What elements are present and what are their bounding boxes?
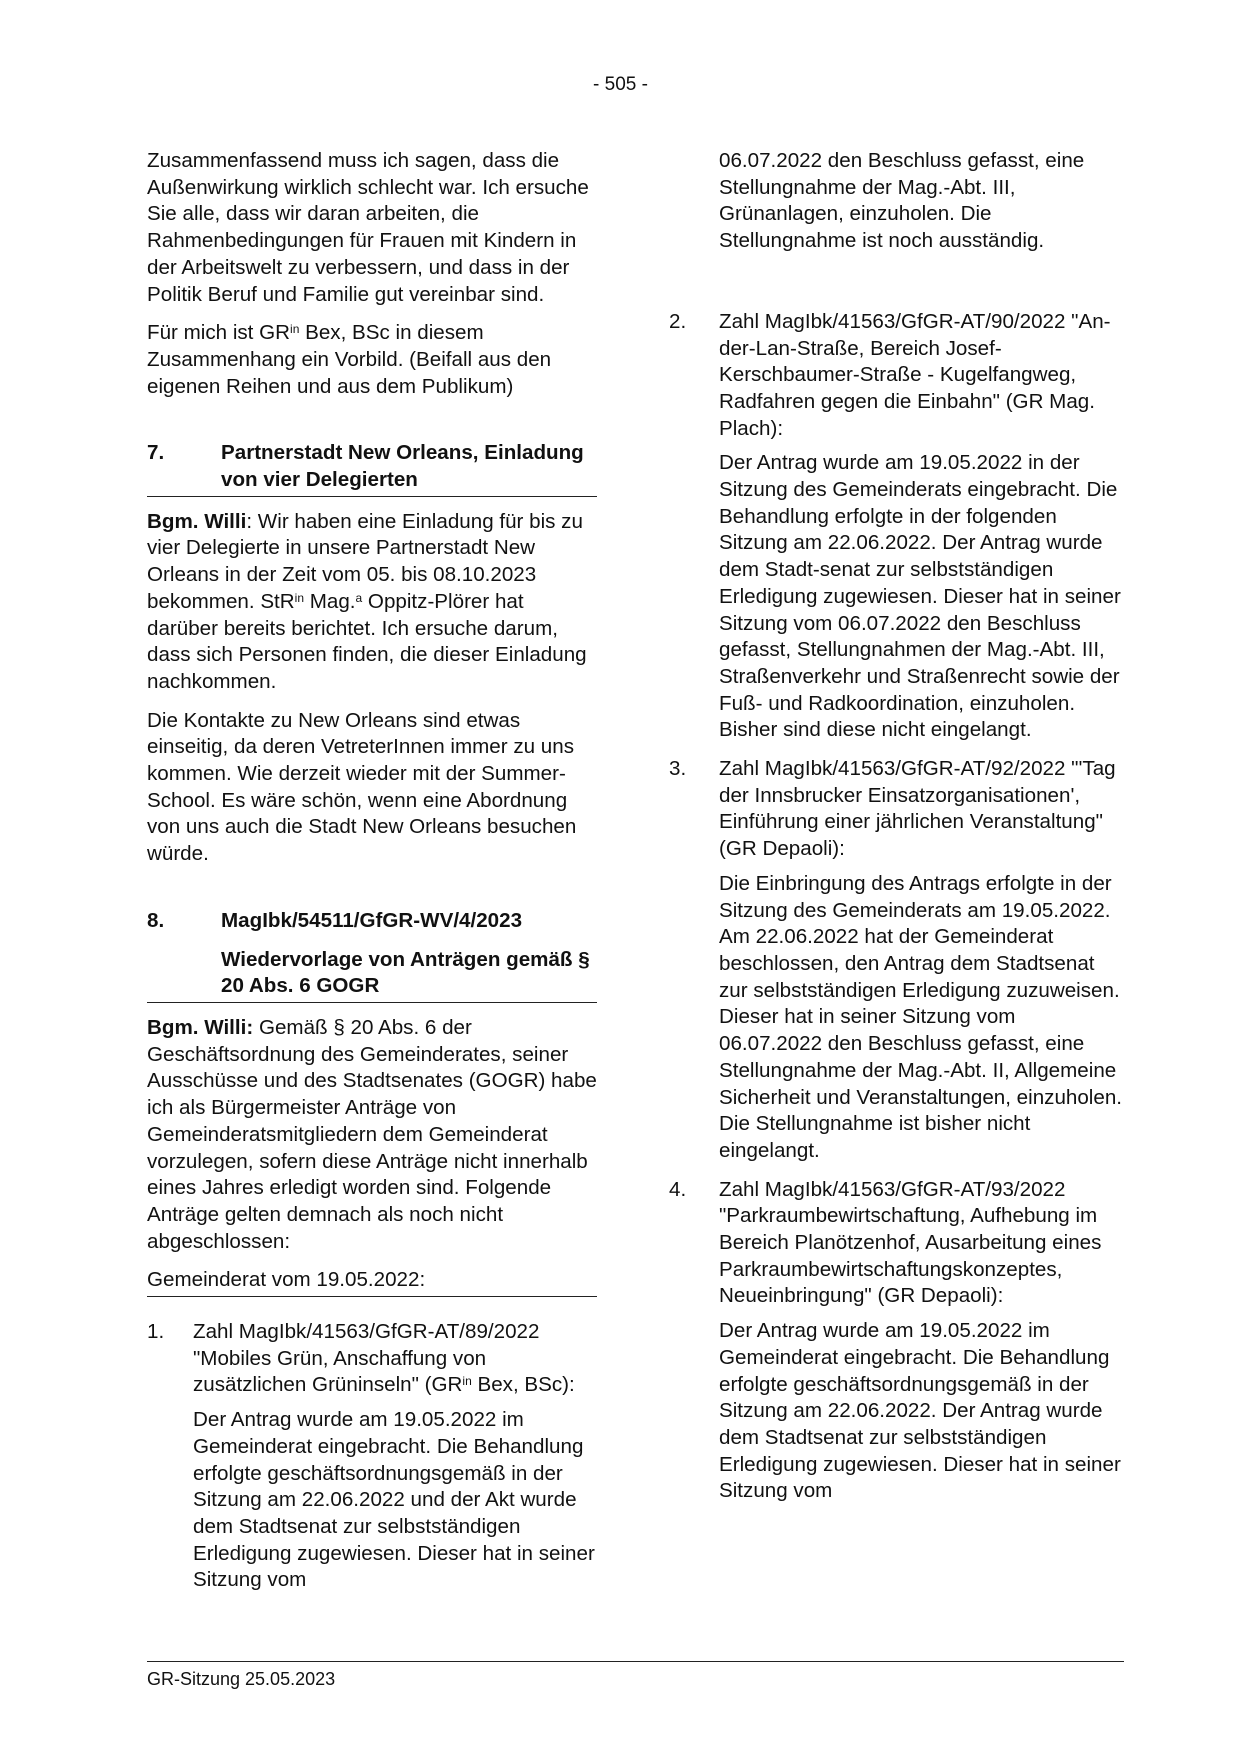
paragraph: Die Kontakte zu New Orleans sind etwas einseitig, da deren VetreterInnen immer zu uns kommen. Wie derzeit wieder mit der Summer-School. Es wäre schön, wenn eine Abordnung von uns auch die Stadt New Orleans besuchen würde. — [147, 708, 577, 866]
footer-divider — [147, 1661, 1124, 1662]
list-item: 3. Zahl MagIbk/41563/GfGR-AT/92/2022 "'Tag der Innsbrucker Einsatzorganisationen', Einführung einer jährlichen Veranstaltung" (GR Depaoli): — [669, 757, 1116, 861]
gemeinderat-date: Gemeinderat vom 19.05.2022: — [147, 1267, 597, 1297]
list-item-detail: 06.07.2022 den Beschluss gefasst, eine Stellungnahme der Mag.-Abt. III, Grünanlagen, einzuholen. Die Stellungnahme ist noch ausständig. — [719, 149, 1085, 253]
section-number: 8. — [147, 908, 165, 932]
page-number: - 505 - — [593, 74, 648, 95]
list-item: 4. Zahl MagIbk/41563/GfGR-AT/93/2022 "Parkraumbewirtschaftung, Aufhebung im Bereich Planötzenhof, Ausarbeitung eines Parkraumbewirtschaftungskonzeptes, Neueinbringung" (GR Depaoli): — [669, 1177, 1102, 1308]
section-title: Partnerstadt New Orleans, Einladung von vier Delegierten — [221, 441, 584, 492]
paragraph: Bgm. Willi: Wir haben eine Einladung für bis zu vier Delegierte in unsere Partnerstadt New Orleans in der Zeit vom 05. bis 08.10.2023 bekommen. StR$^{in}$ Mag.$^a$ Oppitz-Plörer hat darüber bereits berichtet. Ich ersuche darum, dass sich Personen finden, die dieser Einladung nachkommen. — [147, 509, 587, 693]
section-subtitle: Wiedervorlage von Anträgen gemäß § 20 Abs. 6 GOGR — [147, 947, 597, 1003]
list-item-detail: Der Antrag wurde am 19.05.2022 in der Sitzung des Gemeinderats eingebracht. Die Behandlung erfolgte in der folgenden Sitzung am 22.06.2022. Der Antrag wurde dem Stadt-senat zur selbstständigen Erledigung zugewiesen. Dieser hat in seiner Sitzung vom 06.07.2022 den Beschluss gefasst, Stellungnahmen der Mag.-Abt. III, Straßenverkehr und Straßenrecht sowie der Fuß- und Radkoordination, einzuholen. Bisher sind diese nicht eingelangt. — [719, 451, 1121, 742]
paragraph: Für mich ist $GR^{in}$ Bex, BSc in diesem Zusammenhang ein Vorbild. (Beifall aus den eigenen Reihen und aus dem Publikum) — [147, 321, 552, 398]
footer-text: GR-Sitzung 25.05.2023 — [147, 1669, 336, 1689]
paragraph: Zusammenfassend muss ich sagen, dass die Außenwirkung wirklich schlecht war. Ich ersuche Sie alle, dass wir daran arbeiten, die Rahmenbedingungen für Frauen mit Kindern in der Arbeitswelt zu verbessern, und dass in der Politik Beruf und Familie gut vereinbar sind. — [147, 149, 589, 306]
left-column — [147, 148, 597, 1606]
section-heading — [147, 908, 597, 935]
speaker: Bgm. Willi: — [147, 1015, 254, 1039]
speaker: Bgm. Willi — [147, 509, 247, 533]
list-item: 2. Zahl MagIbk/41563/GfGR-AT/90/2022 "An-der-Lan-Straße, Bereich Josef-Kerschbaumer-Straße - Kugelfangweg, Radfahren gegen die Einbahn" (GR Mag. Plach): — [669, 309, 1111, 440]
list-item-detail: Der Antrag wurde am 19.05.2022 im Gemeinderat eingebracht. Die Behandlung erfolgte geschäftsordnungsgemäß in der Sitzung am 22.06.2022 und der Akt wurde dem Stadtsenat zur selbstständigen Erledigung zugewiesen. Dieser hat in seiner Sitzung vom — [193, 1408, 595, 1592]
list-item: 1. Zahl MagIbk/41563/GfGR-AT/89/2022 "Mobiles Grün, Anschaffung von zusätzlichen Grüninseln" ($GR^{in}$ Bex, BSc): — [147, 1320, 575, 1397]
paragraph: Bgm. Willi: Gemäß § 20 Abs. 6 der Geschäftsordnung des Gemeinderates, seiner Ausschüsse und des Stadtsenates (GOGR) habe ich als Bürgermeister Anträge von Gemeinderatsmitgliedern dem Gemeinderat vorzulegen, sofern diese Anträge nicht innerhalb eines Jahres erledigt worden sind. Folgende Anträge gelten demnach als noch nicht abgeschlossen: — [147, 1015, 597, 1253]
list-item-detail: Die Einbringung des Antrags erfolgte in der Sitzung des Gemeinderats am 19.05.2022. Am 22.06.2022 hat der Gemeinderat beschlossen, den Antrag dem Stadtsenat zur selbstständigen Erledigung zuzuweisen. Dieser hat in seiner Sitzung vom 06.07.2022 den Beschluss gefasst, eine Stellungnahme der Mag.-Abt. II, Allgemeine Sicherheit und Veranstaltungen, einzuholen. Die Stellungnahme ist bisher nicht eingelangt. — [719, 871, 1123, 1162]
section-title: MagIbk/54511/GfGR-WV/4/2023 — [221, 908, 523, 932]
right-column — [669, 148, 1124, 1517]
section-heading — [147, 440, 597, 496]
list-item-detail: Der Antrag wurde am 19.05.2022 im Gemeinderat eingebracht. Die Behandlung erfolgte geschäftsordnungsgemäß in der Sitzung am 22.06.2022. Der Antrag wurde dem Stadtsenat zur selbstständigen Erledigung zugewiesen. Dieser hat in seiner Sitzung vom — [719, 1319, 1121, 1503]
section-number: 7. — [147, 441, 165, 465]
